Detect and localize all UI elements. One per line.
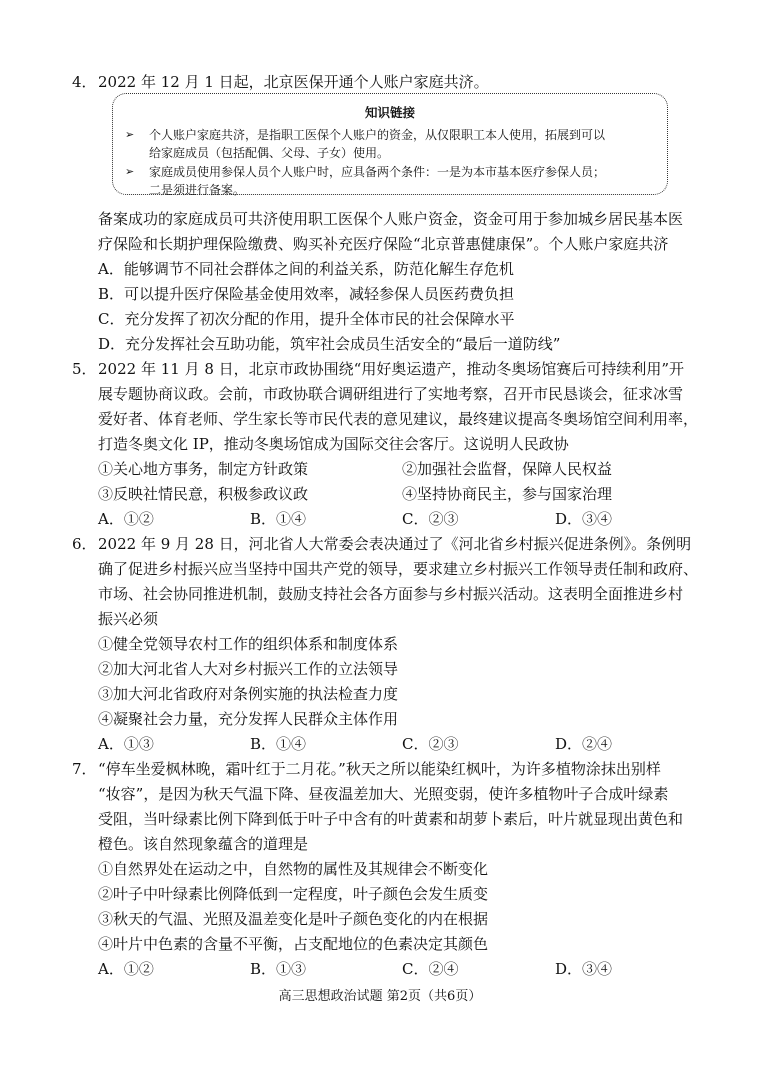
q6-choice-b: B．①④ <box>250 735 307 753</box>
q5-choice-a: A．①② <box>98 510 154 528</box>
q7-stem-line: 橙色。该自然现象蕴含的道理是 <box>98 835 309 853</box>
knowledge-link-title: 知识链接 <box>364 105 415 120</box>
q5-stem-line: 爱好者、体育老师、学生家长等市民代表的意见建议，最终建议提高冬奥场馆空间利用率， <box>98 410 699 428</box>
q4-number: 4． <box>72 73 97 91</box>
q5-stem-line: 展专题协商议政。会前，市政协联合调研组进行了实地考察，召开市民恳谈会，征求冰雪 <box>98 385 684 403</box>
knowledge-link-box <box>112 93 668 195</box>
q6-choice-a: A．①③ <box>98 735 154 753</box>
q5-item-2: ②加强社会监督，保障人民权益 <box>402 460 613 478</box>
q6-stem-line: 确了促进乡村振兴应当坚持中国共产党的领导，要求建立乡村振兴工作领导责任制和政府、 <box>98 560 699 578</box>
q4-stem: 2022 年 12 月 1 日起，北京医保开通个人账户家庭共济。 <box>98 73 489 91</box>
q4-option-a: A．能够调节不同社会群体之间的利益关系，防范化解生存危机 <box>98 260 514 278</box>
q6-number: 6． <box>72 535 97 553</box>
q7-number: 7． <box>72 760 97 778</box>
q7-choice-d: D．③④ <box>555 960 613 978</box>
q6-stem-line: 振兴必须 <box>98 610 159 628</box>
q6-item-3: ③加大河北省政府对条例实施的执法检查力度 <box>98 685 399 703</box>
q5-item-1: ①关心地方事务，制定方针政策 <box>98 460 309 478</box>
page-footer: 高三思想政治试题 第2页（共6页） <box>278 989 482 1004</box>
q5-stem-line: 2022 年 11 月 8 日，北京市政协围绕“用好奥运遗产，推动冬奥场馆赛后可持续利用”开 <box>98 360 684 378</box>
q7-item-1: ①自然界处在运动之中，自然物的属性及其规律会不断变化 <box>98 860 489 878</box>
q5-number: 5． <box>72 360 97 378</box>
q4-continuation-line: 备案成功的家庭成员可共济使用职工医保个人账户资金，资金可用于参加城乡居民基本医 <box>98 210 684 228</box>
q6-item-2: ②加大河北省人大对乡村振兴工作的立法领导 <box>98 660 399 678</box>
knowledge-link-line: 个人账户家庭共济，是指职工医保个人账户的资金，从仅限职工本人使用，拓展到可以 <box>149 127 606 142</box>
q7-stem-line: “妆容”，是因为秋天气温下降、昼夜温差加大、光照变弱，使许多植物叶子合成叶绿素 <box>98 785 669 803</box>
q6-item-4: ④凝聚社会力量，充分发挥人民群众主体作用 <box>98 710 399 728</box>
arrow-bullet-icon: ➢ <box>125 164 135 178</box>
q7-item-2: ②叶子中叶绿素比例降低到一定程度，叶子颜色会发生质变 <box>98 885 489 903</box>
arrow-bullet-icon: ➢ <box>125 127 135 141</box>
q5-item-4: ④坚持协商民主，参与国家治理 <box>402 485 613 503</box>
q7-choice-c: C．②④ <box>402 960 459 978</box>
q4-option-b: B．可以提升医疗保险基金使用效率，减轻参保人员医药费负担 <box>98 285 515 303</box>
knowledge-link-item-1 <box>113 126 667 163</box>
knowledge-link-line: 家庭成员使用参保人员个人账户时，应具备两个条件：一是为本市基本医疗参保人员； <box>149 164 606 179</box>
q7-item-4: ④叶片中色素的含量不平衡，占支配地位的色素决定其颜色 <box>98 935 489 953</box>
q6-item-1: ①健全党领导农村工作的组织体系和制度体系 <box>98 635 399 653</box>
q6-stem-line: 市场、社会协同推进机制，鼓励支持社会各方面参与乡村振兴活动。这表明全面推进乡村 <box>98 585 684 603</box>
q7-stem-line: 受阻，当叶绿素比例下降到低于叶子中含有的叶黄素和胡萝卜素后，叶片就显现出黄色和 <box>98 810 684 828</box>
q6-choice-c: C．②③ <box>402 735 459 753</box>
q7-stem-line: “停车坐爱枫林晚，霜叶红于二月花。”秋天之所以能染红枫叶，为许多植物涂抹出别样 <box>98 760 661 778</box>
q7-choice-b: B．①③ <box>250 960 307 978</box>
q5-choice-d: D．③④ <box>555 510 613 528</box>
knowledge-link-line: 二是须进行备案。 <box>149 183 246 197</box>
q4-option-d: D．充分发挥社会互助功能，筑牢社会成员生活安全的“最后一道防线” <box>98 335 561 353</box>
q7-choice-a: A．①② <box>98 960 154 978</box>
q4-option-c: C．充分发挥了初次分配的作用，提升全体市民的社会保障水平 <box>98 310 515 328</box>
q5-stem-line: 打造冬奥文化 IP，推动冬奥场馆成为国际交往会客厅。这说明人民政协 <box>98 435 569 453</box>
knowledge-link-item-2 <box>113 163 667 200</box>
q6-choice-d: D．②④ <box>555 735 613 753</box>
q6-stem-line: 2022 年 9 月 28 日，河北省人大常委会表决通过了《河北省乡村振兴促进条例》。条例明 <box>98 535 692 553</box>
q5-choice-c: C．②③ <box>402 510 459 528</box>
q4-continuation-line: 疗保险和长期护理保险缴费、购买补充医疗保险“北京普惠健康保”。个人账户家庭共济 <box>98 235 669 253</box>
q5-choice-b: B．①④ <box>250 510 307 528</box>
q7-item-3: ③秋天的气温、光照及温差变化是叶子颜色变化的内在根据 <box>98 910 489 928</box>
knowledge-link-line: 给家庭成员（包括配偶、父母、子女）使用。 <box>149 146 390 160</box>
q5-item-3: ③反映社情民意，积极参政议政 <box>98 485 309 503</box>
